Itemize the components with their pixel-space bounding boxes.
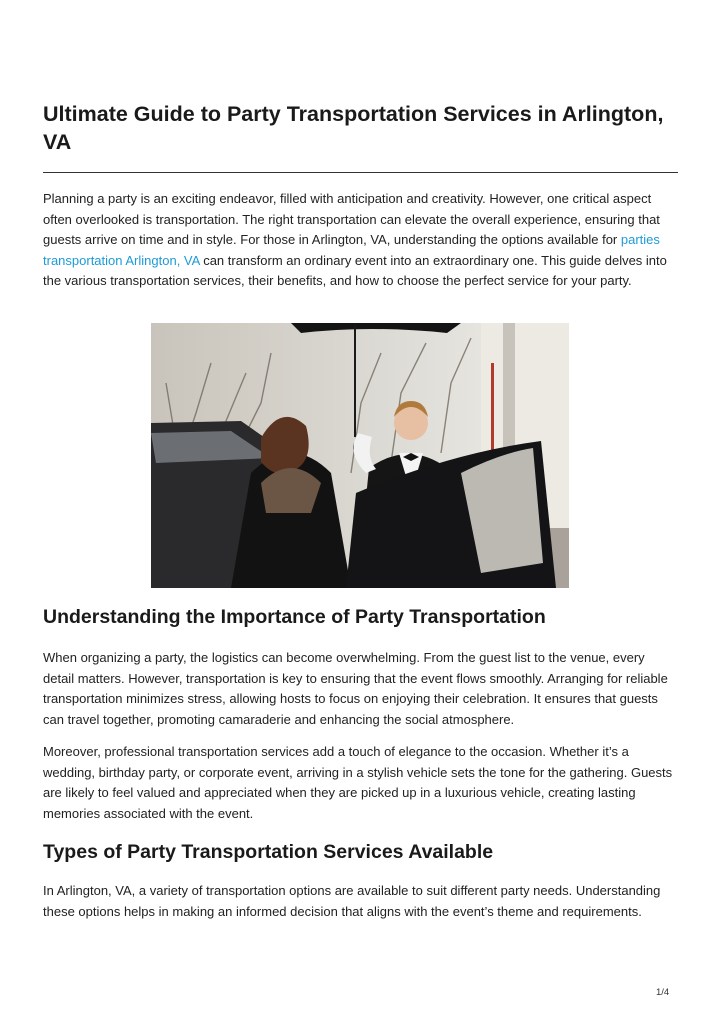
intro-paragraph — [43, 189, 679, 292]
page-number: 1/4 — [656, 987, 670, 998]
section-heading-types: Types of Party Transportation Services Available — [43, 841, 494, 863]
importance-paragraph-2: Moreover, professional transportation services add a touch of elegance to the occasion. Whether it’s a wedding, birthday party, or corporate event, arriving in a stylish vehicle sets the tone for the gathering. Guests are likely to feel valued and appreciated when they are picked up in a luxurious vehicle, creating lasting memories associated with the event. — [43, 744, 673, 821]
title-divider — [43, 172, 678, 173]
chauffeur-umbrella-photo — [151, 323, 569, 588]
intro-text-before: Planning a party is an exciting endeavor, filled with anticipation and creativity. However, one critical aspect often overlooked is transportation. The right transportation can elevate the overall experience, ensuring that guests arrive on time and in style. For those in Arlington, VA, understanding the options available for — [43, 191, 660, 247]
parties-transportation-link[interactable]: parties transportation Arlington, VA — [43, 232, 660, 268]
section-heading-importance: Understanding the Importance of Party Transportation — [43, 606, 546, 628]
page-title: Ultimate Guide to Party Transportation Services in Arlington, VA — [43, 102, 664, 154]
types-paragraph-1: In Arlington, VA, a variety of transportation options are available to suit different party needs. Understanding these options helps in making an informed decision that aligns with the event’s theme and requirements. — [43, 883, 661, 919]
intro-text-after: can transform an ordinary event into an extraordinary one. This guide delves into the various transportation services, their benefits, and how to choose the perfect service for your party. — [43, 252, 667, 288]
importance-paragraph-1: When organizing a party, the logistics can become overwhelming. From the guest list to the venue, every detail matters. However, transportation is key to ensuring that the event flows smoothly. Arranging for reliable transportation minimizes stress, allowing hosts to focus on enjoying their celebration. It ensures that guests can travel together, promoting camaraderie and enhancing the social atmosphere. — [43, 650, 668, 727]
